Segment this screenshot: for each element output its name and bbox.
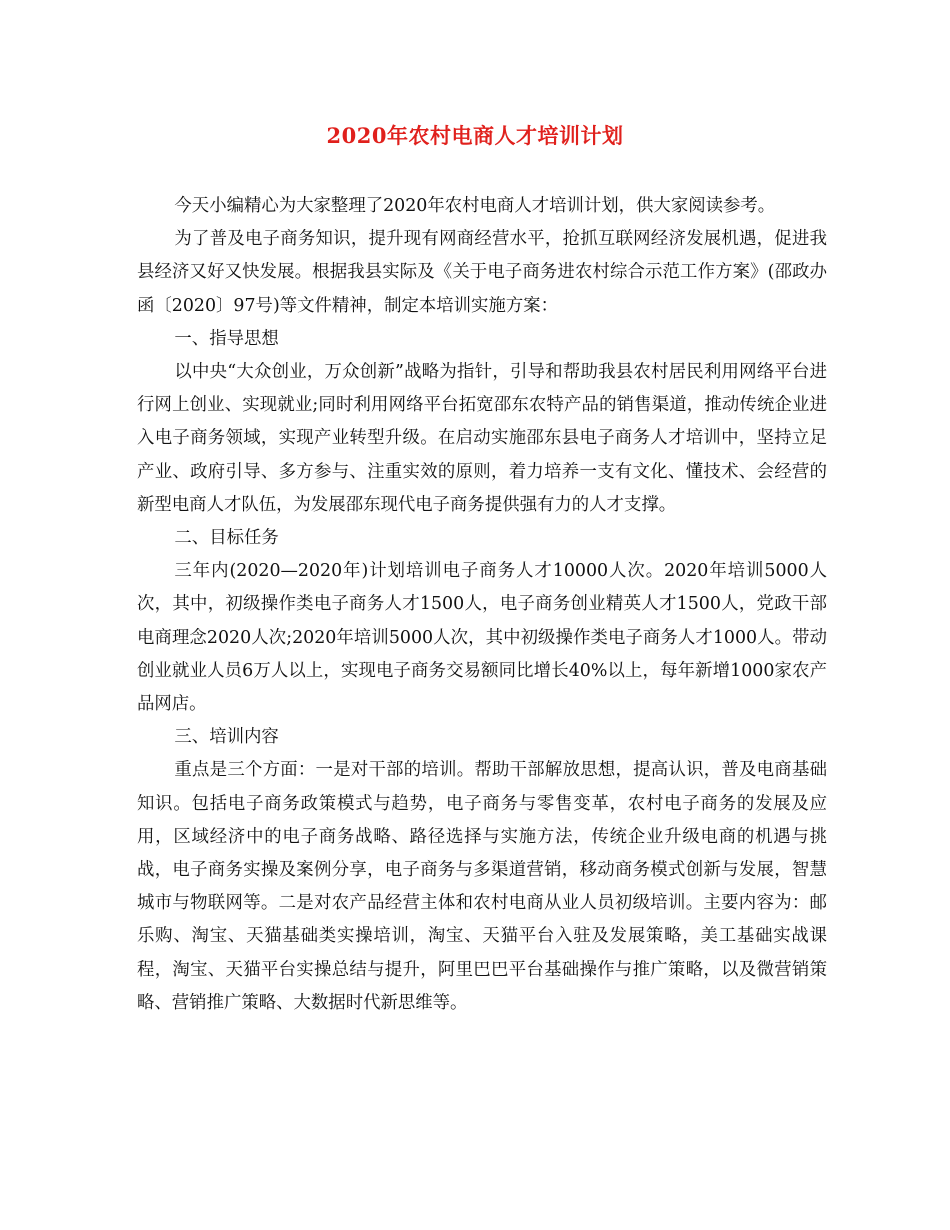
section-heading-guiding-ideology: 一、指导思想 bbox=[174, 328, 279, 349]
purpose-paragraph: 为了普及电子商务知识，提升现有网商经营水平，抢抓互联网经济发展机遇，促进我县经济又好又快发展。根据我县实际及《关于电子商务进农村综合示范工作方案》(邵政办函〔2020〕97号)等文件精神，制定本培训实施方案： bbox=[137, 229, 827, 316]
guiding-ideology-paragraph: 以中央“大众创业，万众创新”战略为指针，引导和帮助我县农村居民利用网络平台进行网上创业、实现就业;同时利用网络平台拓宽邵东农特产品的销售渠道，推动传统企业进入电子商务领域，实现产业转型升级。在启动实施邵东县电子商务人才培训中，坚持立足产业、政府引导、多方参与、注重实效的原则，着力培养一支有文化、懂技术、会经营的新型电商人才队伍，为发展邵东现代电子商务提供强有力的人才支撑。 bbox=[137, 362, 827, 515]
document-body bbox=[137, 190, 827, 1020]
document-title: 2020年农村电商人才培训计划 bbox=[326, 123, 624, 148]
intro-paragraph: 今天小编精心为大家整理了2020年农村电商人才培训计划，供大家阅读参考。 bbox=[174, 196, 776, 216]
section-heading-training-content: 三、培训内容 bbox=[174, 727, 279, 748]
training-content-paragraph: 重点是三个方面：一是对干部的培训。帮助干部解放思想，提高认识，普及电商基础知识。包括电子商务政策模式与趋势，电子商务与零售变革，农村电子商务的发展及应用，区域经济中的电子商务战略、路径选择与实施方法，传统企业升级电商的机遇与挑战，电子商务实操及案例分享，电子商务与多渠道营销，移动商务模式创新与发展，智慧城市与物联网等。二是对农产品经营主体和农村电商从业人员初级培训。主要内容为：邮乐购、淘宝、天猫基础类实操培训，淘宝、天猫平台入驻及发展策略，美工基础实战课程，淘宝、天猫平台实操总结与提升，阿里巴巴平台基础操作与推广策略，以及微营销策略、营销推广策略、大数据时代新思维等。 bbox=[137, 760, 827, 1013]
goals-paragraph: 三年内(2020—2020年)计划培训电子商务人才10000人次。2020年培训5000人次，其中，初级操作类电子商务人才1500人，电子商务创业精英人才1500人，党政干部电商理念2020人次;2020年培训5000人次，其中初级操作类电子商务人才1000人。带动创业就业人员6万人以上，实现电子商务交易额同比增长40%以上，每年新增1000家农产品网店。 bbox=[137, 561, 827, 715]
section-heading-goals: 二、目标任务 bbox=[174, 528, 279, 549]
